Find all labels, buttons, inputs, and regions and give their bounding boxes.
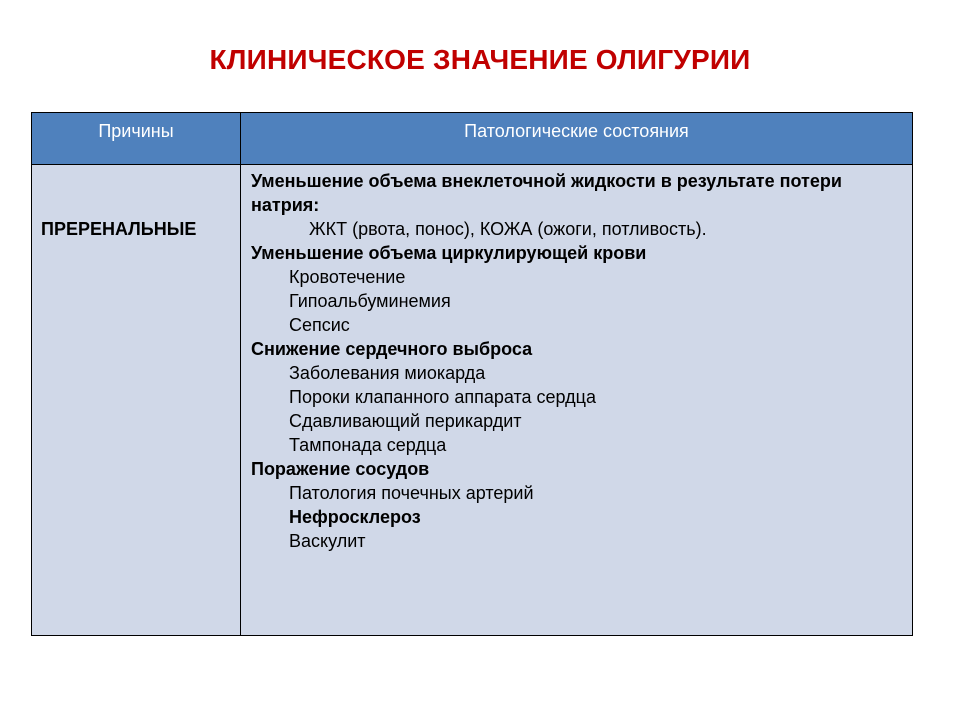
- heading-circulating-blood-volume: Уменьшение объема циркулирующей крови: [251, 243, 647, 263]
- header-pathological-states: Патологические состояния: [464, 121, 689, 141]
- states-cell: [241, 165, 912, 635]
- slide-title: КЛИНИЧЕСКОЕ ЗНАЧЕНИЕ ОЛИГУРИИ: [209, 44, 751, 75]
- heading-cardiac-output: Снижение сердечного выброса: [251, 339, 533, 359]
- item-constrictive-pericarditis: Сдавливающий перикардит: [289, 411, 522, 431]
- item-renal-artery-pathology: Патология почечных артерий: [289, 483, 534, 503]
- table-row: [32, 165, 912, 635]
- oliguria-table: [31, 112, 913, 636]
- item-sepsis: Сепсис: [289, 315, 350, 335]
- item-valvular-defects: Пороки клапанного аппарата сердца: [289, 387, 596, 407]
- table-header-row: [32, 113, 912, 165]
- item-hypoalbuminemia: Гипоальбуминемия: [289, 291, 451, 311]
- heading-extracellular-fluid-loss: Уменьшение объема внеклеточной жидкости в результате потери натрия:: [251, 171, 842, 215]
- item-cardiac-tamponade: Тампонада сердца: [289, 435, 447, 455]
- item-vasculitis: Васкулит: [289, 531, 366, 551]
- heading-vascular-lesion: Поражение сосудов: [251, 459, 430, 479]
- cause-cell: [32, 165, 241, 635]
- item-gi-skin-losses: ЖКТ (рвота, понос), КОЖА (ожоги, потливость).: [309, 219, 707, 239]
- item-nephrosclerosis: Нефросклероз: [289, 507, 421, 527]
- cause-prerenal: ПРЕРЕНАЛЬНЫЕ: [41, 219, 197, 239]
- item-myocardial-disease: Заболевания миокарда: [289, 363, 486, 383]
- item-bleeding: Кровотечение: [289, 267, 406, 287]
- header-causes: Причины: [32, 113, 241, 164]
- states-list: [251, 169, 891, 553]
